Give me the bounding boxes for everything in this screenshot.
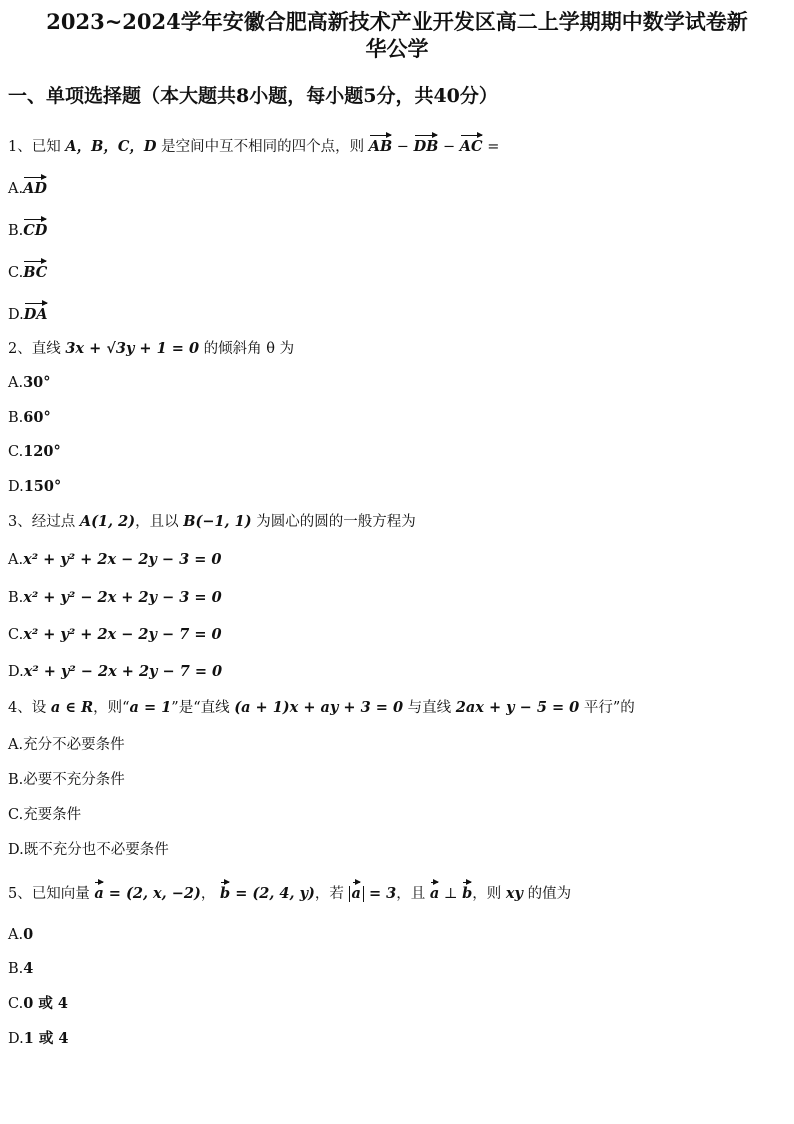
option-1d: D.DA [8,301,48,325]
question-number: 4、 [8,700,32,716]
option-5d: D.1 或 4 [8,1030,69,1047]
line-2-equation: 2ax + y − 5 = 0 [455,699,580,716]
option-2b: B.60° [8,409,51,426]
option-1b: B.CD [8,217,47,241]
question-1-stem: 1、已知 A，B，C，D 是空间中互不相同的四个点，则 AB − DB − AC = [8,133,499,157]
option-1a: A.AD [8,175,47,199]
option-3d: D.x² + y² − 2x + 2y − 7 = 0 [8,663,223,680]
option-3b: B.x² + y² − 2x + 2y − 3 = 0 [8,589,222,606]
point-list: A，B，C，D [65,138,157,155]
document-title [0,8,794,62]
line-equation: 3x + √3y + 1 = 0 [65,340,200,357]
option-4c: C.充要条件 [8,807,82,823]
question-2-stem: 2、直线 3x + √3y + 1 = 0 的倾斜角 θ 为 [8,340,295,357]
option-4d: D.既不充分也不必要条件 [8,842,169,858]
option-5c: C.0 或 4 [8,995,68,1012]
option-5b: B.4 [8,960,34,977]
section-heading: 一、单项选择题（本大题共8小题，每小题5分，共40分） [8,85,498,107]
option-1c: C.BC [8,259,47,283]
option-2d: D.150° [8,478,62,495]
document-title-line2: 华公学 [365,36,429,61]
option-vector: CD [23,217,47,241]
vector-ac: AC [460,133,483,157]
option-5a: A.0 [8,926,34,943]
option-2c: C.120° [8,443,61,460]
point-b: B(−1, 1) [183,513,252,530]
option-2a: A.30° [8,374,51,391]
line-1-equation: (a + 1)x + ay + 3 = 0 [234,699,404,716]
option-4b: B.必要不充分条件 [8,772,125,788]
document-title-line1: 2023~2024学年安徽合肥高新技术产业开发区高二上学期期中数学试卷新 [46,9,748,34]
question-number: 5、 [8,886,32,902]
point-a: A(1, 2) [79,513,136,530]
question-5-stem: 5、已知向量 a = (2, x, −2)， b = (2, 4, y)，若 a = 3，且 a ⊥ b，则 xy 的值为 [8,880,571,904]
question-number: 2、 [8,341,32,357]
option-3c: C.x² + y² + 2x − 2y − 7 = 0 [8,626,222,643]
vector-a: a [94,880,103,904]
option-vector: DA [24,301,48,325]
question-number: 1、 [8,139,32,155]
vector-b: b [220,880,230,904]
option-vector: AD [23,175,47,199]
option-4a: A.充分不必要条件 [8,737,125,753]
vector-db: DB [414,133,439,157]
question-3-stem: 3、经过点 A(1, 2)，且以 B(−1, 1) 为圆心的圆的一般方程为 [8,513,416,530]
question-4-stem: 4、设 a ∈ R，则“a = 1”是“直线 (a + 1)x + ay + 3 = 0 与直线 2ax + y − 5 = 0 平行”的 [8,699,635,716]
vector-a-magnitude: a [349,886,364,902]
vector-ab: AB [369,133,393,157]
question-number: 3、 [8,514,32,530]
option-vector: BC [23,259,47,283]
option-3a: A.x² + y² + 2x − 2y − 3 = 0 [8,551,222,568]
